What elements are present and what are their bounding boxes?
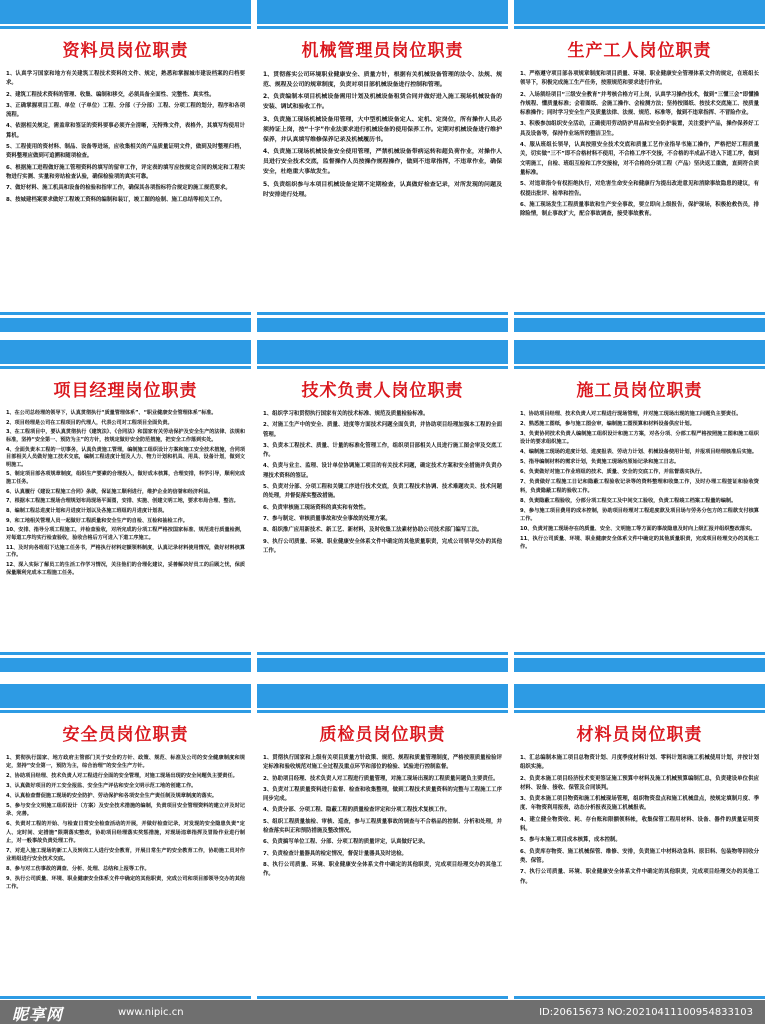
duty-item: 4、服从班组长领导，认真按照安全技术交底和质量工艺作业指导书施工操作，严格把好工程质量关，切实做“三不”即不合格材料不使用，不合格工序不交接，不合格的半成品不进入下道工序，做到文明施工，自检、班组互检和工序交接检，对不合格的分项工程（产品）坚决返工重做，直到符合质量标准。 (520, 142, 759, 176)
top-blue-line (514, 710, 765, 713)
duty-item: 1、认真学习国家和地方有关建筑工程技术资料的文件、规定，熟悉和掌握城市建设档案的归档要求。 (6, 71, 245, 87)
duty-item: 2、熟悉施工图纸，参与施工图会审，编制施工图预算和材料设备供应计划。 (520, 421, 695, 428)
duty-item: 1、协助项目经理、技术负责人对工程进行现场管理，并对施工现场出现的施工问题负主要责任。 (520, 411, 742, 417)
duty-item: 6、根据施工进程做好施工管理资料的填写的留审工作，评定表的填写应按规定合同的规定和工程实物进行实测、实量和旁站检查认验，确保检验项的真实可靠。 (6, 164, 245, 180)
duty-item: 2、协助项目经理、技术负责人对工程进行质量管理，对施工现场出现的工程质量问题负主要责任。 (263, 775, 499, 782)
duty-item: 7、参与制定、审核质量事故和安全事故的处理方案。 (263, 515, 391, 522)
duty-item: 9、执行公司质量、环境、职业健康安全体系文件中确定的其他质量职责，完成公司领导交办的其他工作。 (263, 538, 502, 554)
board-title: 资料员岗位职责 (62, 41, 189, 61)
board-content (6, 374, 245, 646)
top-blue-line (514, 26, 765, 29)
duty-item: 1、贯彻执行国家、地方政府主管部门关于安全的方针、政策、规范、标准及公司的安全健康制度和规定，坚持“安全第一，预防为主，综合治理”的安全生产方针。 (6, 755, 245, 770)
top-blue-line (0, 366, 251, 369)
duty-list (520, 410, 759, 551)
duty-item: 1、汇总编制本施工项目总物资计划、月度季度材料计划、零料计划和施工机械使用计划，并按计划组织实施。 (520, 755, 759, 771)
bottom-blue-line (0, 652, 251, 655)
board-content (520, 374, 759, 646)
board-safety-officer (0, 684, 251, 1016)
duty-item: 5、对违章指令有权拒绝执行，对危害生命安全和健康行为提出改进意见和消除事故隐患的建议，有权提出批评、检举和控告。 (520, 181, 759, 197)
top-blue-bar (257, 0, 508, 24)
bottom-blue-line (514, 996, 765, 999)
bottom-blue-line (0, 312, 251, 315)
duty-item: 10、负责对施工现场存在的质量、安全、文明施工等方面的事故隐患及时向上级汇报并组织整改落实。 (520, 525, 756, 532)
board-content (263, 374, 502, 646)
duty-item: 6、负责对工程的开始、与检查日常安全检查活动的开展，并做好检查记录，对发现的安全隐患负责“定人、定时间、定措施”限期落实整改，协助项目经理落实奖惩措施，对现场违章指挥及冒险作业进行制止，对一般事故负责处理工作。 (6, 821, 245, 844)
board-data-clerk (0, 0, 251, 332)
duty-item: 6、认真履行《建设工程施工合同》条款，保证施工顺利进行，维护企业的信誉和经济利益。 (6, 488, 214, 495)
bottom-blue-line (257, 652, 508, 655)
board-title: 生产工人岗位职责 (567, 41, 712, 61)
bottom-blue-line (257, 312, 508, 315)
duty-item: 8、按城建档案要求做好工程竣工资料的编制和装订，竣工图的绘制、施工总结等相关工作。 (6, 196, 226, 203)
duty-item: 1、贯彻落实公司环境职业健康安全、质量方针，根据有关机械设备管理的法令、法规、规范、规程及公司的规章制度，负责对项目部机械设备进行控制和管理。 (263, 72, 502, 89)
board-content (6, 718, 245, 990)
duty-item: 3、负责本工程技术、质量、计量的标准化管理工作，组织项目部相关人员进行施工图会审及交底工作。 (263, 442, 502, 459)
duty-item: 6、施工现场发生工程质量事故和生产安全事故，要立即向上级报告，保护现场，积极抢救伤员，排除险情，制止事故扩大，配合事故调查，接受事故教育。 (520, 201, 759, 218)
duty-item: 3、负责本施工项目物资和施工机械现场管理，组织物资盘点和施工机械盘点，按规定填制月度、季度、年物资利用报表，动态分析报表及施工机械报表。 (520, 796, 759, 812)
duty-item: 11、执行公司质量、环境、职业健康安全体系文件中确定的其他质量职责，完成项目经理交办的其他工作。 (520, 535, 759, 550)
duty-item: 7、执行公司质量、环境、职业健康安全体系文件中确定的其他职责，完成项目经理交办的其他工作。 (520, 869, 759, 885)
bottom-blue-line (514, 312, 765, 315)
duty-item: 1、贯彻执行国家和上级有关项目质量方针政策、规范、规程和质量管理制度，严格按照质量检验评定标准和验收规范对施工全过程及重点环节和部位的检验、试验进行控制监督。 (263, 755, 502, 771)
duty-list (263, 410, 502, 556)
duty-item: 2、建筑工程技术资料的管理、收集、编制和移交，必须具备全面性、完整性、真实性。 (6, 91, 215, 98)
bottom-blue-line (257, 996, 508, 999)
bottom-blue-bar (514, 658, 765, 672)
top-blue-line (514, 366, 765, 369)
duty-list (263, 754, 502, 880)
duty-item: 6、负责库存物资、施工机械保管、维修、安排，负责施工中材料动急料、原旧料、包装物等回收分类、保管。 (520, 848, 759, 864)
top-blue-bar (514, 340, 765, 364)
duty-item: 5、工程使用的资材料、制品、设备等进场，应收集相关的产品质量证明文件，做到及时整理归档，资料整理应做到可追溯和随项检查。 (6, 144, 245, 160)
duty-item: 5、组织工程质量抽检、审核、巡查，参与工程质量事故的调查与不合格品的控制、分析和处理，并检查落实纠正和预防措施及整改情况。 (263, 818, 502, 835)
duty-item: 3、负责对工程质量资料进行监督、检查和收集整理，做到工程技术质量资料的完整与工程施工工序同步完成。 (263, 786, 502, 803)
duty-item: 8、负责隐蔽工程验收，分部分项工程交工及中间交工验收，负责工程竣工档案工程量的编制。 (520, 497, 737, 504)
watermark-id: ID:20615673 NO:20210411100954833103 (539, 1007, 753, 1018)
duty-item: 1、严格遵守项目部各项规章制度和项目质量、环境、职业健康安全管理体系文件的规定，在班组长领导下，积极完成施工生产任务，按照规范和要求进行作业。 (520, 71, 759, 87)
board-title: 项目经理岗位职责 (53, 381, 198, 401)
bottom-blue-bar (257, 318, 508, 332)
board-construction-worker (514, 340, 765, 672)
duty-list (520, 70, 759, 219)
board-title: 机械管理员岗位职责 (301, 41, 464, 61)
duty-item: 4、编制施工现场的进度计划、进度报表、劳动力计划、机械设备使用计划，并报项目经理核准后实施。 (520, 449, 758, 456)
duty-item: 11、及时向各班组下达施工任务书，严格执行材料定额领料制度，认真记录材料使用情况，做好材料核算工作。 (6, 544, 245, 559)
top-blue-bar (0, 340, 251, 364)
duty-item: 8、编制工程总进度计划和月进度计划以及各施工班组的月进度计划表。 (6, 508, 168, 515)
duty-item: 7、做好材料、施工机具和设备的检验和指审工作，确保其各项指标符合规定的施工规范要求。 (6, 185, 231, 192)
duty-item: 2、负责编制本项目机械设备需用计划及机械设备租赁合同并做好进入施工现场机械设备的安装、调试和验收工作。 (263, 94, 502, 111)
bottom-blue-bar (514, 318, 765, 332)
bottom-blue-bar (0, 658, 251, 672)
top-blue-line (0, 26, 251, 29)
duty-item: 6、负责审核施工现场资料的真实和有效性。 (263, 504, 370, 511)
duty-item: 2、入场须经项目“三级安全教育”并考核合格方可上岗，认真学习操作技术，做到“三懂三会”即懂操作规程、懂质量标准；会看图纸、会施工操作、会检测方法；坚持按图纸、按技术交底施工、按质量标准操作；同时学习安全生产及质量法律、法规、规范、标准等，做到不违章指挥、不冒险作业。 (520, 91, 759, 117)
top-blue-line (257, 26, 508, 29)
bottom-blue-line (514, 652, 765, 655)
watermark-logo: 昵享网 (12, 1005, 64, 1024)
duty-item: 3、负责施工现场机械设备用管理，大中型机械设备定人、定机、定岗位，所有操作人员必须持证上岗，按“十字”作业法要求进行机械设备的使用保养工作。定期对机械设备进行维护保养，并认真填写维修保养记录及机械履历书。 (263, 116, 502, 143)
board-technical-director (257, 340, 508, 672)
duty-item: 4、全面负责本工程的一切事务，认真负责施工管理，编制施工组织设计方案和施工安全技术措施，合同项目部相关人员做好施工技术交底，编制工程进度计划及人力、物力计划和机具、用具、设备计划，做到文明施工。 (6, 446, 245, 468)
duty-item: 4、负责与业主、监理、设计单位协调施工项目的有关技术问题，确定技术方案和安全措施并负责办理技术资料的签证。 (263, 463, 502, 479)
duty-item: 3、负责协同技术负责人编制施工组织设计和施工方案，对各分项、分部工程严格按照施工图和施工组织设计的要求组织施工。 (520, 431, 759, 446)
duty-list (263, 70, 502, 200)
top-blue-bar (257, 340, 508, 364)
board-quality-inspector (257, 684, 508, 1016)
board-title: 材料员岗位职责 (576, 725, 703, 745)
duty-list (6, 70, 245, 205)
top-blue-line (257, 710, 508, 713)
board-content (263, 34, 502, 306)
duty-item: 2、协助项目经理、技术负责人对工程进行全面的安全管理，对施工现场出现的安全问题负主要责任。 (6, 773, 238, 780)
duty-item: 7、负责做好工程施工日记和隐蔽工程验收记录等的资料整理和收集工作，及时办理工程签证和验收资料，负责隐蔽工程的验收工作。 (520, 479, 759, 494)
board-material-clerk (514, 684, 765, 1016)
duty-item: 3、正确掌握项目工程、单位（子单位）工程、分部（子分部）工程、分项工程的划分，程序和各项流程。 (6, 102, 245, 119)
top-blue-bar (0, 684, 251, 708)
duty-item: 12、深入实际了解员工的生活工作学习情况，关注他们的合理化建议，妥善解决好员工的后顾之忧，保质保量顺利完成本工程施工任务。 (6, 561, 245, 576)
duty-item: 8、执行公司质量、环境、职业健康安全体系文件中确定的其他职责，完成项目经理交办的其他工作。 (263, 861, 502, 878)
watermark-url: www.nipic.cn (118, 1007, 184, 1018)
duty-item: 4、依据相关规定，需盖章和签证的资料要事必须齐全清晰，无特殊文件，表格外，其填写均使用计算机。 (6, 123, 245, 139)
duty-list (6, 754, 245, 891)
duty-item: 6、负责做好对施工作业班组的技术、质量、安全的交底工作，并监督落实执行。 (520, 469, 706, 476)
duty-item: 9、执行公司质量、环境、职业健康安全体系文件中确定的其他职责，完成公司和项目部领导交办的其他工作。 (6, 875, 245, 890)
duty-item: 5、负责对分部、分项工程和关键工序进行技术交底，负责工程技术协调、技术难题攻关、技术问题的处理，并督促落实整改措施。 (263, 484, 502, 500)
bottom-blue-bar (0, 318, 251, 332)
duty-item: 8、参与对工伤事故的调查、分析、处理、总结和上报等工作。 (6, 865, 150, 872)
duty-item: 2、对施工生产中的安全、质量、进度等方面技术问题全面负责，并协助项目经理加强本工程的全面管理。 (263, 422, 502, 438)
bottom-blue-line (0, 996, 251, 999)
board-title: 技术负责人岗位职责 (301, 381, 464, 401)
board-production-worker (514, 0, 765, 332)
duty-item: 4、负责施工现场机械设备安全使用管理，严禁机械设备带病运转和超负荷作业，对操作人员进行安全技术交底，监督操作人员按操作规程操作，做到不违章指挥，不违章作业，确保安全，杜绝重大事故发生。 (263, 149, 502, 176)
duty-item: 5、负责组织参与本项目机械设备定期不定期检查，认真做好检查记录，对所发现的问题及时安排进行处理。 (263, 181, 502, 198)
board-title: 施工员岗位职责 (576, 381, 703, 401)
board-content (6, 34, 245, 306)
duty-item: 9、和工地相关管理人员一起做好工程质量和安全生产的自检、互检和抽检工作。 (6, 517, 188, 524)
duty-item: 3、在工程项目中，要认真贯彻执行《建筑法》、《合同法》和国家有关劳动保护及安全生产的法律、法规和标准，坚持“安全第一、预防为主”的方针，按规定做好安全防范措施，把安全工作落到实处。 (6, 429, 245, 443)
duty-item: 1、在公司总经理的领导下，认真贯彻执行“质量管理体系”、“职业健康安全管理体系”标准。 (6, 410, 217, 416)
duty-item: 1、组织学习和贯彻执行国家有关的技术标准、规范及质量检验标准。 (263, 411, 429, 417)
duty-item: 7、对进入施工现场的新工人及转岗工人进行安全教育，开展日常生产的安全教育工作，协助施工员对作业班组进行安全技术交底。 (6, 847, 245, 862)
top-blue-bar (0, 0, 251, 24)
duty-item: 3、积极参加组织安全活动，正确使用劳动防护用品和安全防护装置，关注爱护产品，操作保养好工具及设备等，保持作业场所的整洁卫生。 (520, 121, 759, 137)
duty-item: 2、项目经理是公司在工程项目的代理人，代表公司对工程项目全面负责。 (6, 419, 173, 426)
duty-item: 5、制定项目部各项规章制度，组织生产要素的合理投入，做好成本核算，合理安排，科学引导，顺利完成施工任务。 (6, 471, 245, 486)
duty-item: 3、认真做好项目的开工安全报监、安全生产评估和安全文明示范工地的创建工作。 (6, 783, 197, 790)
top-blue-bar (257, 684, 508, 708)
duty-item: 5、参与本施工项目成本核算，成本控制。 (520, 837, 621, 844)
duty-item: 4、认真检查督促施工现场的安全防护、劳动保护和各项安全生产责任制及规章制度的落实。 (6, 793, 218, 800)
board-content (520, 34, 759, 306)
bottom-blue-bar (257, 658, 508, 672)
duty-item: 7、负责检查计量器具的检定情况，督促计量器具及时送检。 (263, 850, 407, 857)
board-content (520, 718, 759, 990)
duty-item: 2、负责本施工项目经济技术变更签证施工预算中材料及施工机械预算编制汇总，负责建设单位供应材料、设备、接收、保管及合同谈判。 (520, 775, 759, 791)
duty-list (6, 410, 245, 577)
top-blue-bar (514, 684, 765, 708)
board-project-manager (0, 340, 251, 672)
duty-item: 5、参与安全文明施工组织设计（方案）及安全技术措施的编制，负责项目安全管理资料的建立并及时记录、完善。 (6, 803, 245, 818)
duty-item: 6、负责搞写单位工程、分部、分项工程的质量评定，认真做好记录。 (263, 839, 429, 846)
duty-item: 8、组织推广应用新技术、新工艺、新材料，及时收集工法素材协助公司技术部门编写工法。 (263, 527, 483, 534)
duty-list (520, 754, 759, 887)
board-title: 质检员岗位职责 (319, 725, 446, 745)
watermark-bar (0, 1000, 765, 1024)
board-title: 安全员岗位职责 (62, 725, 189, 745)
duty-item: 4、负责分部、分项工程、隐蔽工程的质量检查评定和分项工程技术复核工作。 (263, 807, 451, 814)
top-blue-line (0, 710, 251, 713)
top-blue-line (257, 366, 508, 369)
top-blue-bar (514, 0, 765, 24)
duty-item: 5、指导编制材料的需求计划，负责施工现场的原始记录和施工日志。 (520, 459, 680, 466)
duty-item: 10、安排、指导分项工程施工，并检查验收，对所完成的分项工程严格按国家标准、规范进行质量检测，对每道工序均实行检查验收，验收合格后方可进入下道工序施工。 (6, 527, 245, 541)
board-machinery-manager (257, 0, 508, 332)
board-content (263, 718, 502, 990)
duty-item: 9、参与施工项目费用的成本控制，协助项目经理对工程进度款及项目场与劳务分包方的工程款支付核算工作。 (520, 507, 759, 522)
duty-item: 4、建立健全物资收、耗、存台账和限额领料帐，收集保管工程用材料、设备、器件的质量证明资料。 (520, 816, 759, 833)
duty-item: 7、根据本工程施工现场合理规划布局现场平面图，安排、实施、创建文明工地，要求布局合理、整洁。 (6, 498, 239, 505)
